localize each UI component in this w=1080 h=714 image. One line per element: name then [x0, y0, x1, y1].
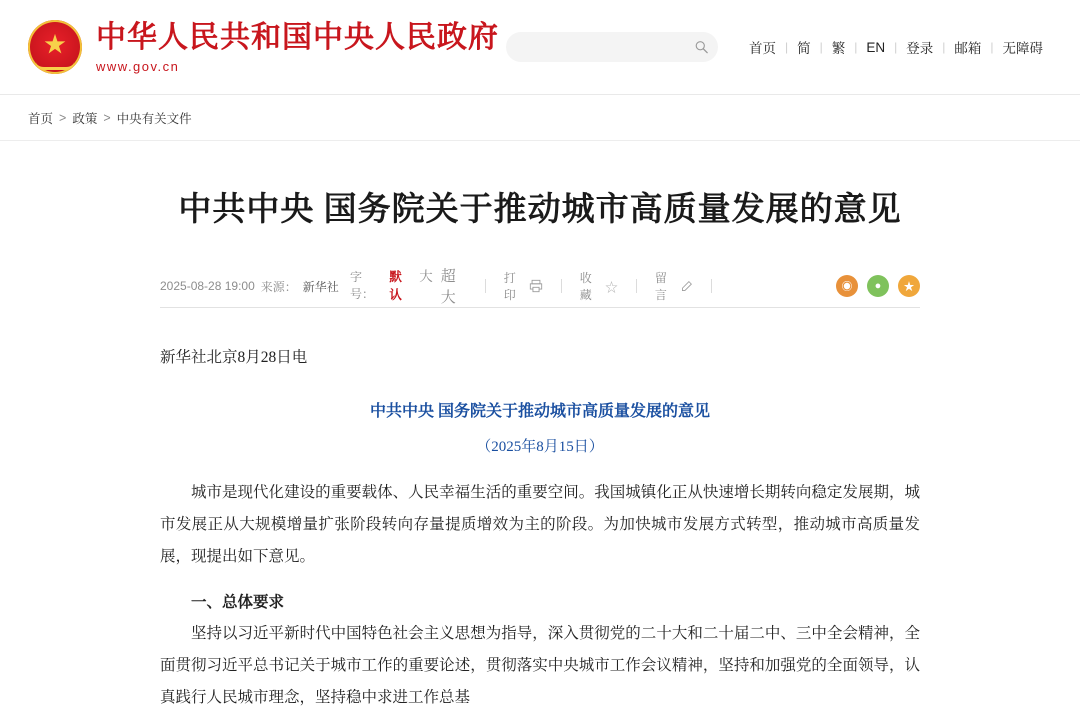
- dateline: 新华社北京8月28日电: [160, 348, 308, 366]
- share-favorite-icon[interactable]: ★: [898, 275, 920, 297]
- paragraph: 坚持以习近平新时代中国特色社会主义思想为指导，深入贯彻党的二十大和二十届二中、三中全会精神，全面贯彻习近平总书记关于城市工作的重要论述，贯彻落实中央城市工作会议精神，坚持和加强党的全面领导，认真践行人民城市理念，坚持稳中求进工作总基: [160, 625, 920, 706]
- nav-item-login[interactable]: 登录: [906, 41, 934, 56]
- article: [0, 189, 1080, 714]
- nav-item-home[interactable]: 首页: [748, 41, 776, 56]
- share-wechat-icon[interactable]: ●: [867, 275, 889, 297]
- breadcrumb-item-policy[interactable]: 政策: [72, 111, 98, 126]
- nav-item-simplified[interactable]: 简: [797, 41, 811, 56]
- nav-item-english[interactable]: EN: [866, 39, 886, 55]
- print-button[interactable]: [504, 269, 543, 303]
- favorite-label: 收藏: [579, 271, 592, 303]
- section-heading: 一、总体要求: [191, 593, 285, 611]
- breadcrumb-item-central-documents[interactable]: 中央有关文件: [116, 111, 192, 126]
- header-nav: [740, 37, 1052, 57]
- publish-datetime: 2025-08-28 19:00: [160, 279, 255, 294]
- paragraph: 城市是现代化建设的重要载体、人民幸福生活的重要空间。我国城镇化正从快速增长期转向稳定发展期，城市发展正从大规模增量扩张阶段转向存量提质增效为主的阶段。为加快城市发展方式转型，推动城市高质量发展，现提出如下意见。: [160, 484, 920, 565]
- printer-icon: [529, 279, 543, 293]
- meta-left: [160, 278, 339, 295]
- site-header: [0, 0, 1080, 95]
- source-name[interactable]: 新华社: [302, 279, 339, 294]
- font-size-controls: [350, 265, 467, 307]
- search-box[interactable]: [506, 32, 718, 62]
- search-icon[interactable]: [695, 41, 708, 54]
- nav-separator: |: [854, 40, 858, 54]
- font-size-label: 字号：: [350, 270, 375, 302]
- share-weibo-icon[interactable]: ◉: [836, 275, 858, 297]
- breadcrumb: [0, 95, 1080, 141]
- meta-center: [350, 265, 730, 307]
- page-title: 中共中央 国务院关于推动城市高质量发展的意见: [178, 192, 902, 228]
- pencil-icon: [680, 280, 693, 293]
- share-group: [836, 275, 920, 297]
- divider: [711, 279, 712, 293]
- font-size-xlarge-button[interactable]: 超大: [440, 268, 456, 307]
- header-right: [506, 32, 1052, 62]
- nav-item-accessibility[interactable]: 无障碍: [1002, 41, 1043, 56]
- national-emblem-icon: ★: [28, 20, 82, 74]
- favorite-button[interactable]: [580, 269, 618, 303]
- font-size-default-button[interactable]: 默认: [389, 270, 402, 303]
- brand-subtitle: www.gov.cn: [96, 58, 180, 74]
- source-label: 来源：: [260, 279, 297, 294]
- breadcrumb-separator: >: [59, 110, 67, 125]
- divider: [485, 279, 486, 293]
- print-label: 打印: [503, 271, 516, 303]
- nav-separator: |: [894, 40, 898, 54]
- font-size-large-button[interactable]: 大: [419, 269, 433, 285]
- divider: [561, 279, 562, 293]
- nav-separator: |: [819, 40, 823, 54]
- message-button[interactable]: [655, 269, 693, 303]
- nav-item-mail[interactable]: 邮箱: [954, 41, 982, 56]
- nav-separator: |: [942, 40, 946, 54]
- search-input[interactable]: [518, 39, 706, 55]
- message-label: 留言: [654, 271, 667, 303]
- breadcrumb-item-home[interactable]: 首页: [28, 111, 54, 126]
- nav-separator: |: [784, 40, 789, 54]
- article-meta-bar: [160, 266, 920, 308]
- document-subtitle: 中共中央 国务院关于推动城市高质量发展的意见: [369, 402, 710, 420]
- article-body: [160, 342, 920, 714]
- divider: [636, 279, 637, 293]
- site-brand[interactable]: [28, 20, 499, 74]
- nav-separator: |: [990, 40, 994, 54]
- document-date: （2025年8月15日）: [476, 439, 604, 456]
- star-icon: ☆: [604, 279, 618, 295]
- nav-item-traditional[interactable]: 繁: [831, 41, 846, 56]
- brand-title: 中华人民共和国中央人民政府: [96, 20, 499, 54]
- breadcrumb-separator: >: [103, 110, 111, 125]
